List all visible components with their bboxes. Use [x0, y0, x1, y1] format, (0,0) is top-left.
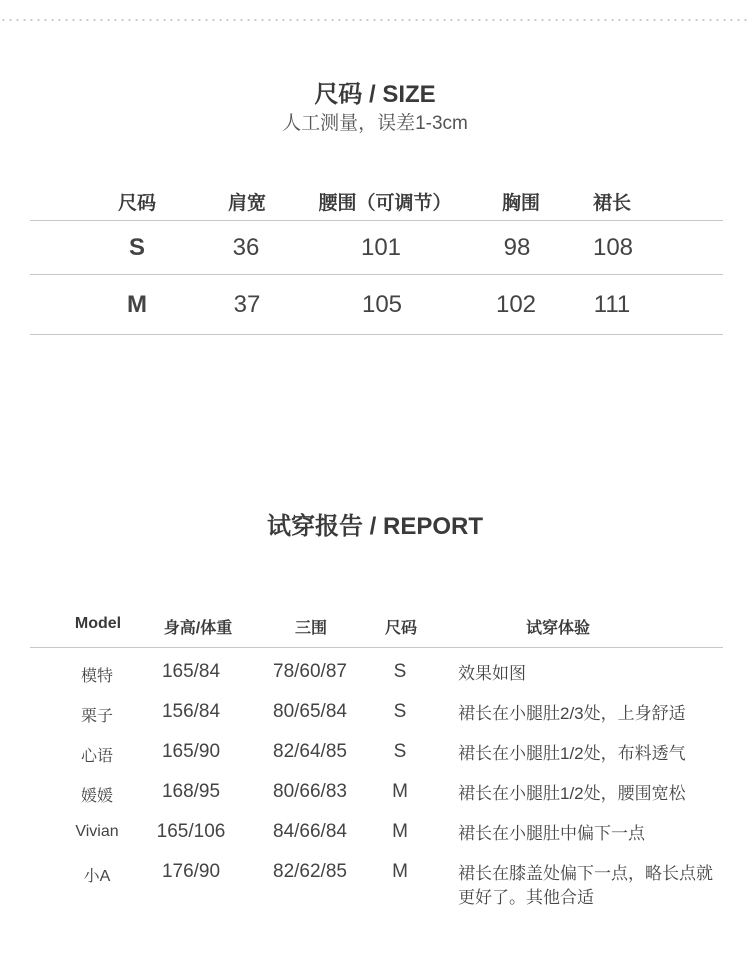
size-cell: S	[393, 701, 407, 722]
height-weight-cell: 165/90	[161, 741, 221, 762]
size-section-title: 尺码 / SIZE	[314, 81, 436, 108]
fit-experience-cell: 裙长在小腿肚中偏下一点	[458, 824, 645, 843]
shoulder-cell: 37	[233, 291, 261, 318]
height-weight-cell: 165/84	[161, 661, 221, 682]
size-cell: S	[128, 234, 146, 261]
model-cell: 媛媛	[80, 788, 114, 805]
header-waist: 腰围（可调节）	[318, 193, 452, 214]
bust-cell: 98	[503, 234, 531, 261]
model-cell: 心语	[80, 748, 114, 765]
fit-experience-cell: 裙长在小腿肚1/2处，腰围宽松	[458, 784, 686, 803]
measurements-cell: 80/66/83	[273, 781, 347, 802]
model-cell: 小A	[83, 868, 111, 885]
table-row	[30, 774, 723, 814]
model-cell: Vivian	[75, 823, 119, 840]
table-row	[30, 854, 723, 910]
report-section-title: 试穿报告 / REPORT	[266, 513, 483, 540]
header-bust: 胸围	[501, 193, 541, 214]
measurements-cell: 80/65/84	[273, 701, 347, 722]
header-size: 尺码	[117, 193, 157, 214]
height-weight-cell: 156/84	[161, 701, 221, 722]
report-table	[30, 608, 723, 910]
header-model: Model	[74, 615, 122, 632]
fit-experience-cell: 裙长在膝盖处偏下一点，略长点就更好了。其他合适	[458, 864, 713, 907]
measurements-cell: 82/62/85	[273, 861, 347, 882]
size-cell: M	[392, 861, 408, 882]
fit-experience-cell: 裙长在小腿肚2/3处，上身舒适	[458, 704, 686, 723]
header-length: 裙长	[592, 193, 632, 214]
header-measurements: 三围	[294, 620, 328, 637]
table-row	[30, 734, 723, 774]
header-size: 尺码	[384, 620, 418, 637]
fit-experience-cell: 裙长在小腿肚1/2处，布料透气	[458, 744, 686, 763]
height-weight-cell: 165/106	[156, 821, 226, 842]
length-cell: 111	[593, 291, 631, 318]
model-cell: 模特	[80, 668, 114, 685]
waist-cell: 101	[360, 234, 402, 261]
report-table-header	[30, 608, 723, 648]
fit-experience-cell: 效果如图	[458, 664, 526, 683]
waist-cell: 105	[361, 291, 403, 318]
size-cell: S	[393, 741, 407, 762]
size-table	[30, 180, 723, 335]
header-fit-experience: 试穿体验	[525, 620, 591, 637]
bust-cell: 102	[495, 291, 537, 318]
size-cell: M	[127, 291, 147, 318]
table-row	[30, 694, 723, 734]
header-shoulder: 肩宽	[227, 193, 267, 214]
size-cell: S	[393, 661, 407, 682]
measurements-cell: 84/66/84	[273, 821, 347, 842]
table-row	[30, 654, 723, 694]
table-row	[30, 814, 723, 854]
table-row	[30, 275, 723, 335]
measurements-cell: 78/60/87	[273, 661, 347, 682]
size-cell: M	[392, 821, 408, 842]
measurements-cell: 82/64/85	[273, 741, 347, 762]
size-cell: M	[392, 781, 408, 802]
size-table-header	[30, 180, 723, 221]
size-section-subtitle: 人工测量，误差1-3cm	[282, 113, 468, 134]
table-row	[30, 221, 723, 275]
length-cell: 108	[592, 234, 634, 261]
header-height-weight: 身高/体重	[163, 620, 233, 637]
model-cell: 栗子	[80, 708, 114, 725]
shoulder-cell: 36	[232, 234, 260, 261]
height-weight-cell: 176/90	[161, 861, 221, 882]
height-weight-cell: 168/95	[161, 781, 221, 802]
dotted-divider	[0, 19, 750, 21]
